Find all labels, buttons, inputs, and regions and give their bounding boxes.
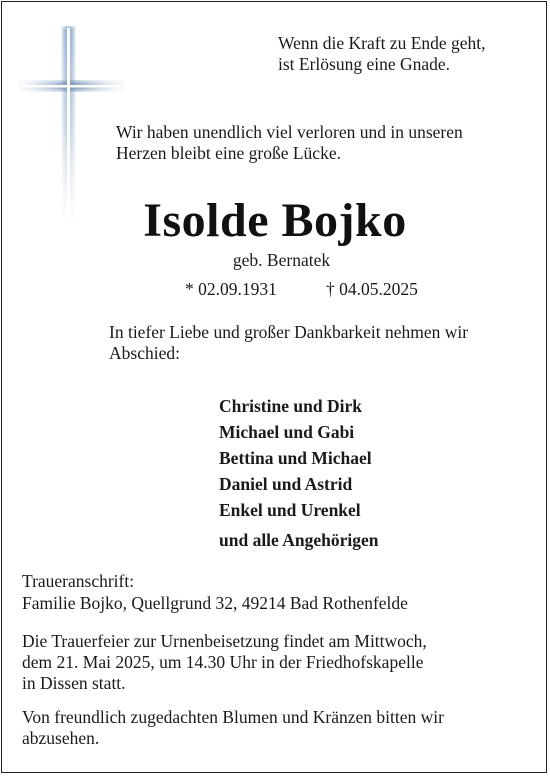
intro-line-1: Wir haben unendlich viel verloren und in unseren (116, 122, 463, 142)
mourner-item: Christine und Dirk (219, 396, 362, 416)
intro-line-2: Herzen bleibt eine große Lücke. (116, 143, 341, 163)
service-line-2: dem 21. Mai 2025, um 14.30 Uhr in der Friedhofskapelle (22, 652, 424, 672)
farewell-text (109, 322, 468, 364)
deceased-name: Isolde Bojko (143, 194, 407, 247)
birth-date: * 02.09.1931 (185, 279, 277, 299)
farewell-line-1: In tiefer Liebe und großer Dankbarkeit nehmen wir (109, 322, 469, 342)
service-line-1: Die Trauerfeier zur Urnenbeisetzung findet am Mittwoch, (22, 631, 427, 651)
address-line: Familie Bojko, Quellgrund 32, 49214 Bad Rothenfelde (22, 593, 408, 613)
flowers-line-2: abzusehen. (22, 728, 100, 748)
address-label: Traueranschrift: (22, 571, 135, 591)
mourner-item: Enkel und Urenkel (219, 500, 361, 520)
motto-line-1: Wenn die Kraft zu Ende geht, (278, 33, 486, 53)
intro-text (116, 122, 463, 164)
mourning-address (22, 570, 408, 614)
service-info (22, 631, 427, 694)
flowers-line-1: Von freundlich zugedachten Blumen und Kränzen bitten wir (22, 707, 444, 727)
flowers-note (22, 707, 444, 749)
motto-verse (278, 33, 486, 75)
farewell-line-2: Abschied: (109, 343, 180, 363)
mourner-item: und alle Angehörigen (219, 530, 379, 550)
service-line-3: in Dissen statt. (22, 673, 126, 693)
maiden-name: geb. Bernatek (232, 250, 331, 270)
mourner-item: Daniel und Astrid (219, 474, 353, 494)
motto-line-2: ist Erlösung eine Gnade. (278, 54, 451, 74)
mourner-item: Bettina und Michael (219, 448, 372, 468)
mourners-list (219, 393, 378, 553)
mourner-item: Michael und Gabi (219, 422, 355, 442)
death-date: † 04.05.2025 (326, 279, 418, 299)
